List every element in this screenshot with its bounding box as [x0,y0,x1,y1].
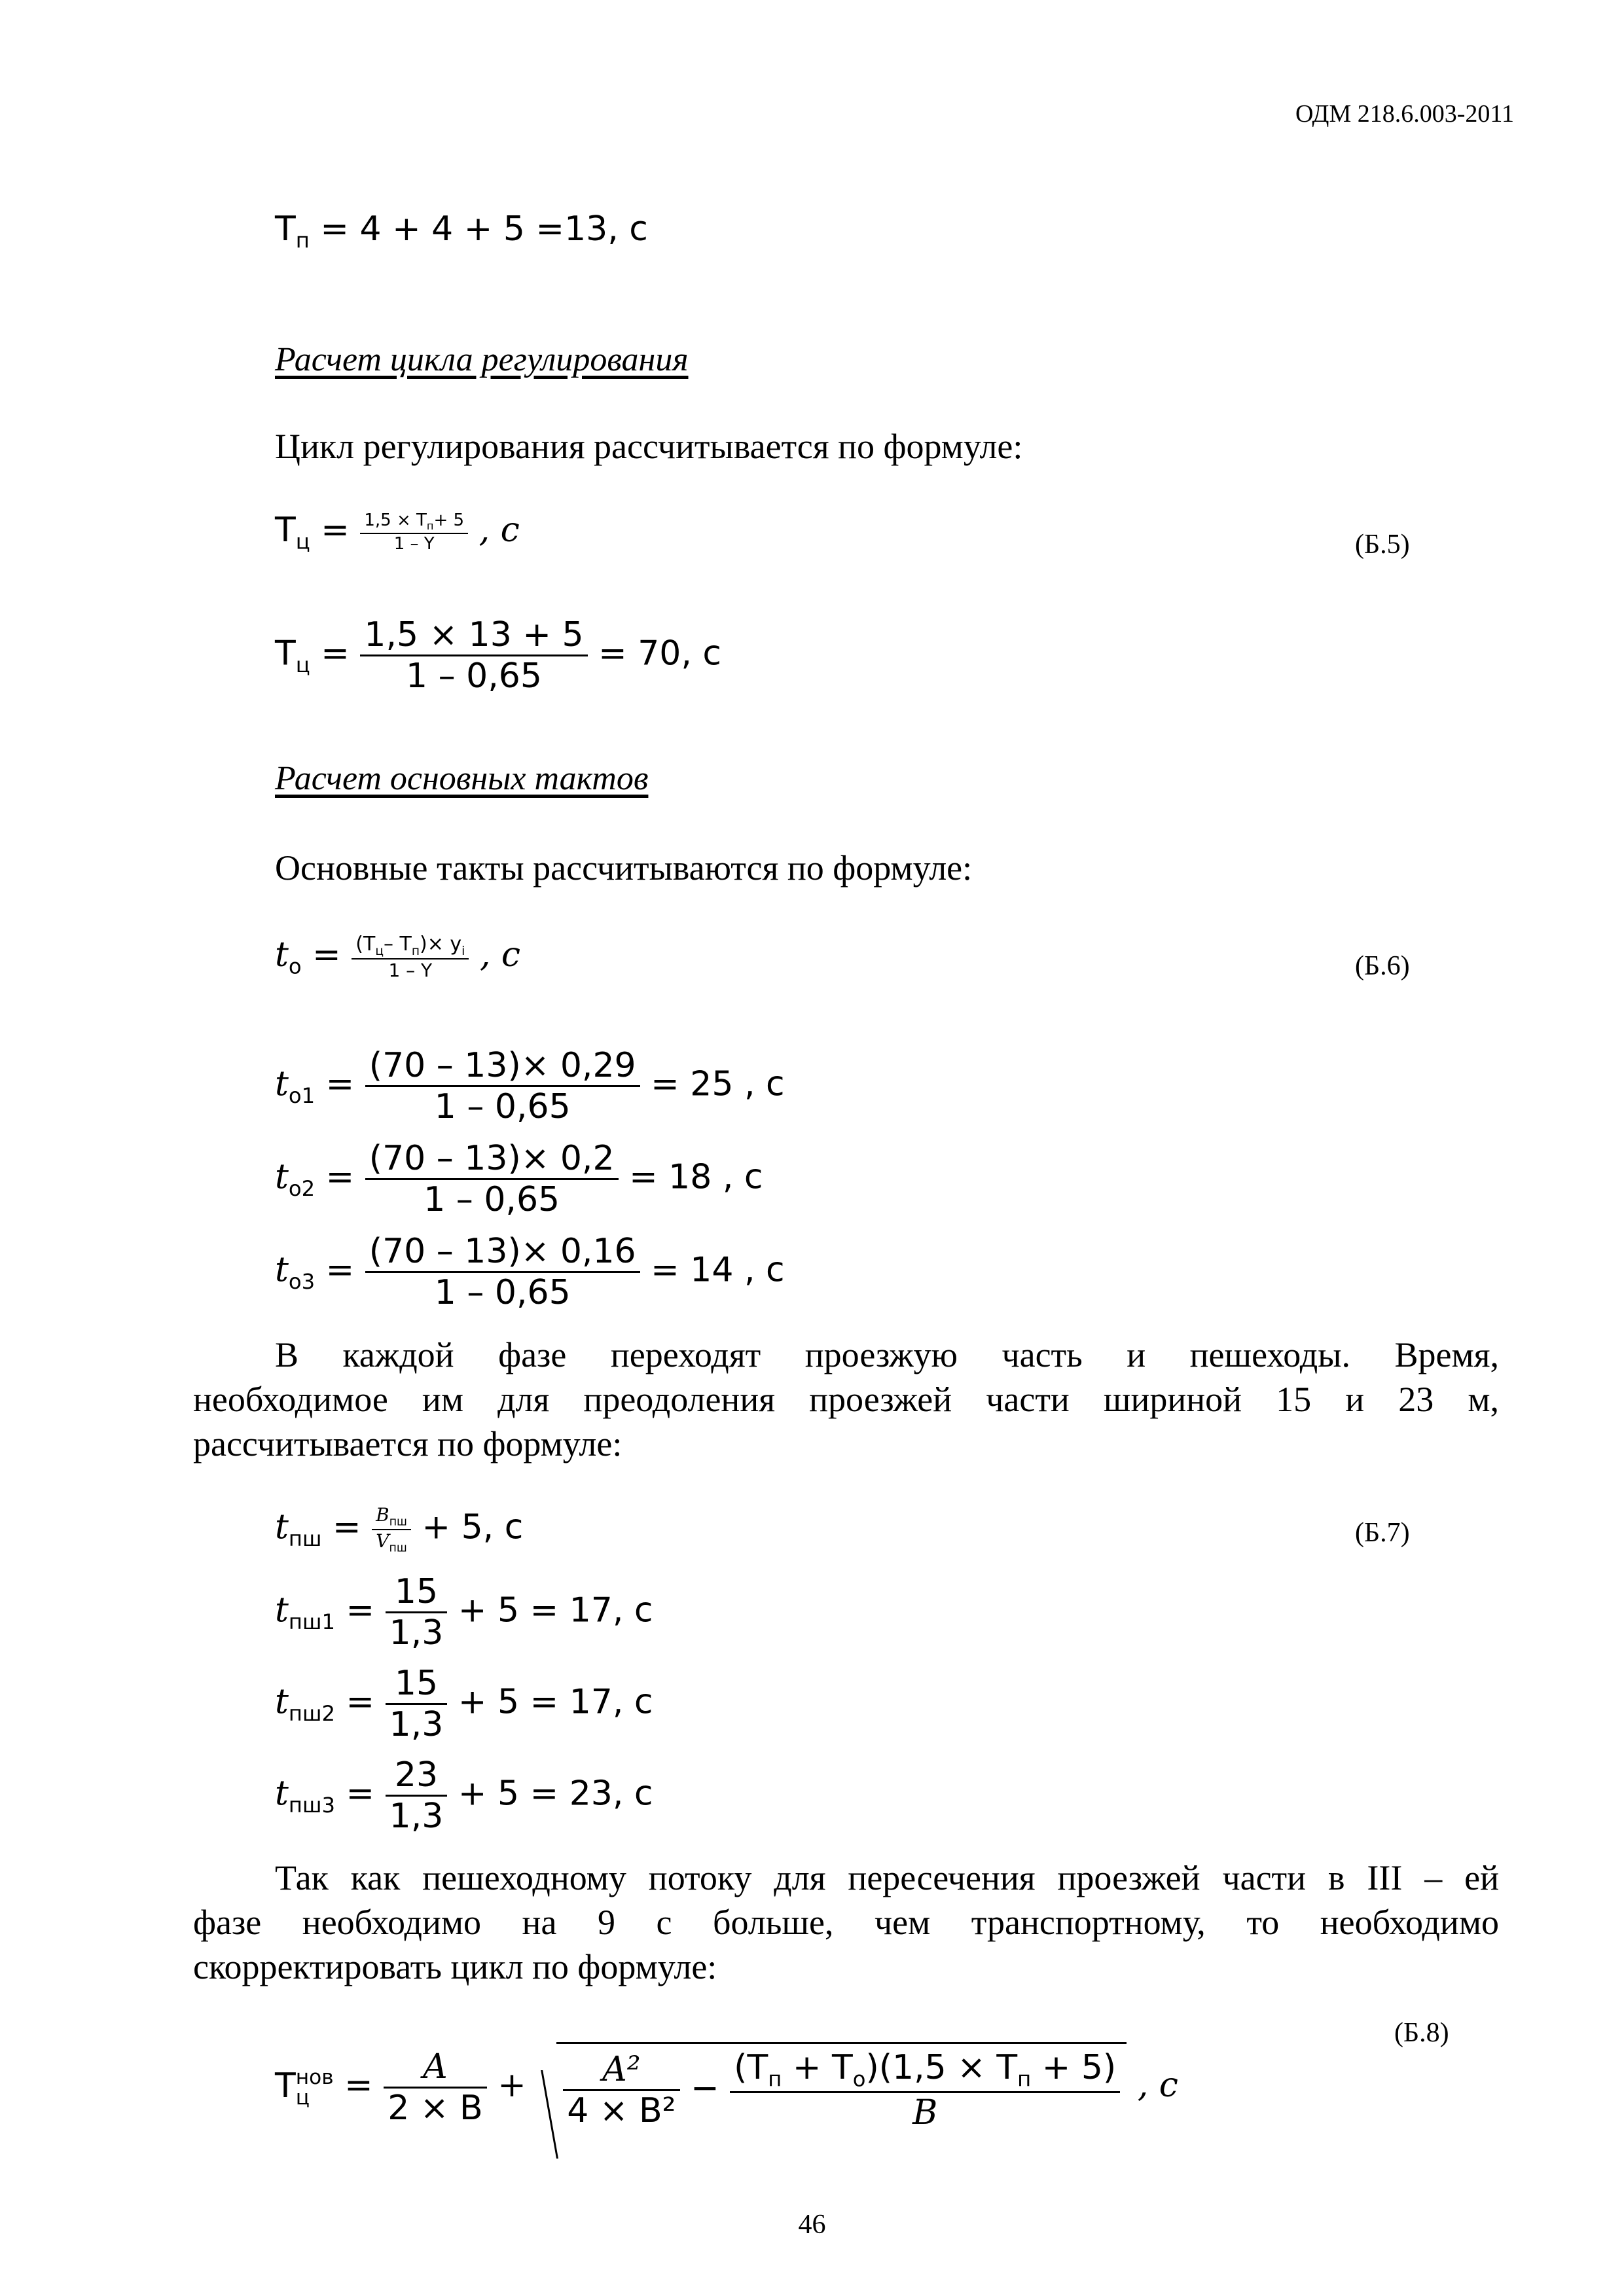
pedestrian-calc-2: $t_{пш2}$ = $\frac{15}{1,3}$ + 5 = 17, с [275,1664,653,1744]
pedestrian-calc-1: $t_{пш1}$ = $\frac{15}{1,3}$ + 5 = 17, с [275,1572,653,1653]
equation-number-b6: (Б.6) [1355,951,1410,981]
cycle-formula: $T_ц$ = $\frac{1,5 \times Т_п+ 5}{1 - Y}$ , с [275,511,520,554]
pedestrians-paragraph: В каждой фазе переходят проезжую часть и пешеходы. Время, необходимое им для преодоления проезжей части шириной 15 и 23 м, рассчитывается по формуле: [193,1335,1499,1463]
square-root: $\frac{\text{A²}}{\text{4 × B²}}$ − $\frac{(Т_п + Т_о)(1,5 \times Т_п + 5)}{B}$ [556,2042,1127,2132]
cycle-formula-fraction: $\frac{1,5 \times Т_п+ 5}{1 - Y}$ [360,511,468,553]
tacts-formula: $t_о$ = $\frac{(Т_ц- Т_п)\times y_i}{1 - Y}$ , с [275,933,521,981]
cycle-intro: Цикл регулирования рассчитывается по формуле: [275,427,1023,466]
heading-tacts: Расчет основных тактов [275,760,649,797]
tp-result-equation: $T_п = 4 + 4 + 5 =13$, с [275,209,648,253]
equation-number-b5: (Б.5) [1355,529,1410,560]
page-number: 46 [798,2210,826,2240]
pedestrian-calc-3: $t_{пш3}$ = $\frac{23}{1,3}$ + 5 = 23, с [275,1755,653,1836]
pedestrian-formula: $t_{пш}$ = $\frac{B_{пш}}{V_{пш}}$ + 5, с [275,1504,524,1555]
cycle-calc-fraction: $\frac{1,5 \times 13 + 5}{1 - 0,65}$ [360,615,587,696]
tact-calc-1: $t_{о1}$ = $\frac{(70 - 13)\times 0,29}{1 - 0,65}$ = 25 , с [275,1046,785,1126]
corrected-cycle-formula: T нов ц = $\frac{A}{2 \times B}$ + $\frac{\text{A²}}{\text{4 × B²}}$ − $\frac{(Т_п + Т_о)(1,5 \times Т_п + 5)}{B}$ , с [275,2042,1178,2132]
heading-cycle: Расчет цикла регулирования [275,341,689,378]
cycle-calc: $T_ц$ = $\frac{1,5 \times 13 + 5}{1 - 0,65}$ = 70, с [275,615,722,696]
tact-calc-2: $t_{о2}$ = $\frac{(70 - 13)\times 0,2}{1 - 0,65}$ = 18 , с [275,1139,763,1219]
tact-calc-3: $t_{о3}$ = $\frac{(70 - 13)\times 0,16}{1 - 0,65}$ = 14 , с [275,1232,785,1312]
tacts-formula-fraction: $\frac{(Т_ц- Т_п)\times y_i}{1 - Y}$ [352,933,469,981]
tacts-intro: Основные такты рассчитываются по формуле: [275,848,973,888]
document-code: ОДМ 218.6.003-2011 [1295,100,1514,128]
correction-paragraph: Так как пешеходному потоку для пересечения проезжей части в III – ей фазе необходимо на 9 с больше, чем транспортному, то необходимо скорректировать цикл по формуле: [193,1858,1499,1986]
equation-number-b7: (Б.7) [1355,1518,1410,1548]
equation-number-b8: (Б.8) [1394,2018,1449,2048]
